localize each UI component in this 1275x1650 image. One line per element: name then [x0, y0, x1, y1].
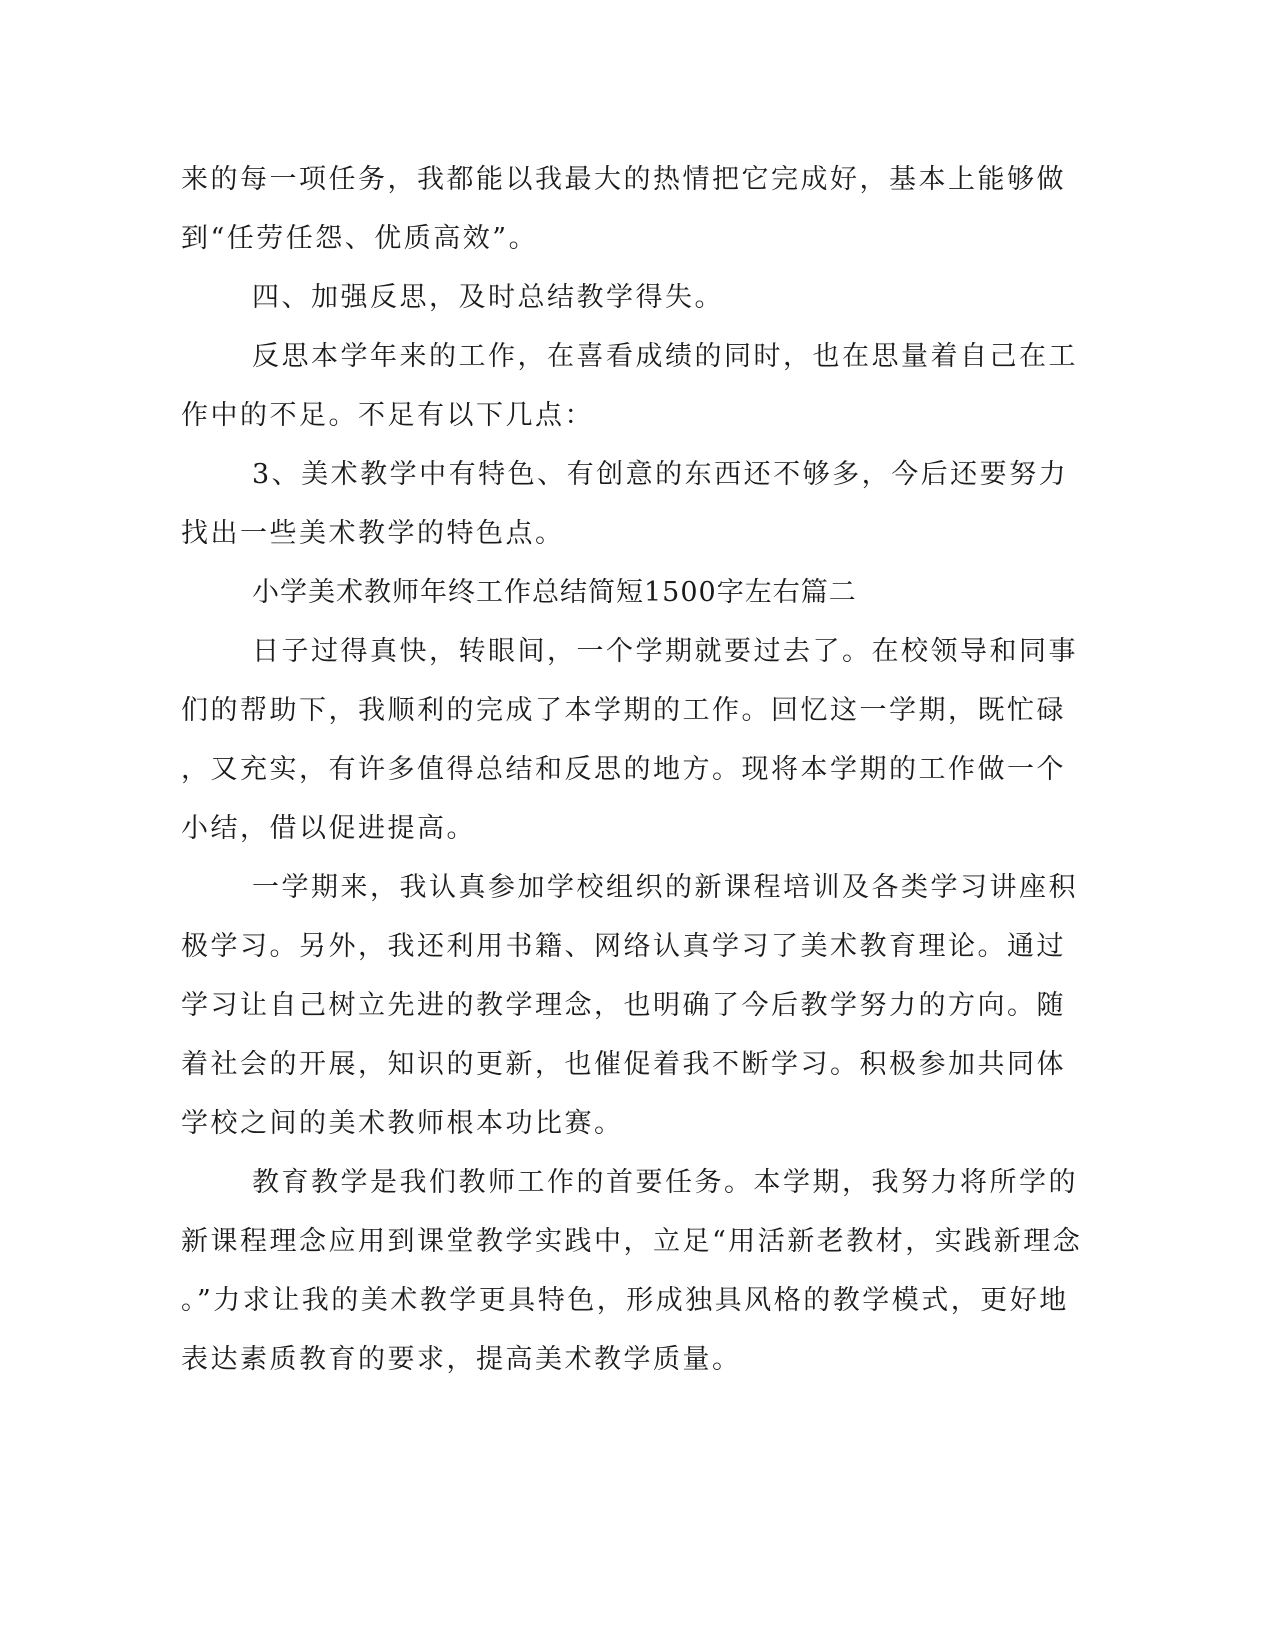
text-line: 学习让自己树立先进的教学理念，也明确了今后教学努力的方向。随	[181, 990, 1066, 1021]
text-line: 作中的不足。不足有以下几点：	[181, 400, 594, 431]
text-line: 3、美术教学中有特色、有创意的东西还不够多，今后还要努力	[252, 459, 1069, 490]
text-line: 们的帮助下，我顺利的完成了本学期的工作。回忆这一学期，既忙碌	[181, 695, 1066, 726]
text-line: 学校之间的美术教师根本功比赛。	[181, 1108, 624, 1139]
text-line: 到“任劳任怨、优质高效”。	[181, 223, 539, 254]
article-title: 小学美术教师年终工作总结简短1500字左右篇二	[252, 577, 857, 608]
text-line: 一学期来，我认真参加学校组织的新课程培训及各类学习讲座积	[252, 872, 1078, 903]
text-line: 反思本学年来的工作，在喜看成绩的同时，也在思量着自己在工	[252, 341, 1078, 372]
text-line: 新课程理念应用到课堂教学实践中，立足“用活新老教材，实践新理念	[181, 1226, 1083, 1257]
text-line: 来的每一项任务，我都能以我最大的热情把它完成好，基本上能够做	[181, 164, 1066, 195]
text-line: 找出一些美术教学的特色点。	[181, 518, 565, 549]
text-line: 。”力求让我的美术教学更具特色，形成独具风格的教学模式，更好地	[181, 1285, 1069, 1316]
text-line: 日子过得真快，转眼间，一个学期就要过去了。在校领导和同事	[252, 636, 1078, 667]
section-heading: 四、加强反思，及时总结教学得失。	[252, 282, 724, 313]
text-line: 表达素质教育的要求，提高美术教学质量。	[181, 1344, 742, 1375]
text-line: 小结，借以促进提高。	[181, 813, 476, 844]
text-line: ，又充实，有许多值得总结和反思的地方。现将本学期的工作做一个	[181, 754, 1066, 785]
text-line: 教育教学是我们教师工作的首要任务。本学期，我努力将所学的	[252, 1167, 1078, 1198]
text-line: 极学习。另外，我还利用书籍、网络认真学习了美术教育理论。通过	[181, 931, 1066, 962]
text-line: 着社会的开展，知识的更新，也催促着我不断学习。积极参加共同体	[181, 1049, 1066, 1080]
